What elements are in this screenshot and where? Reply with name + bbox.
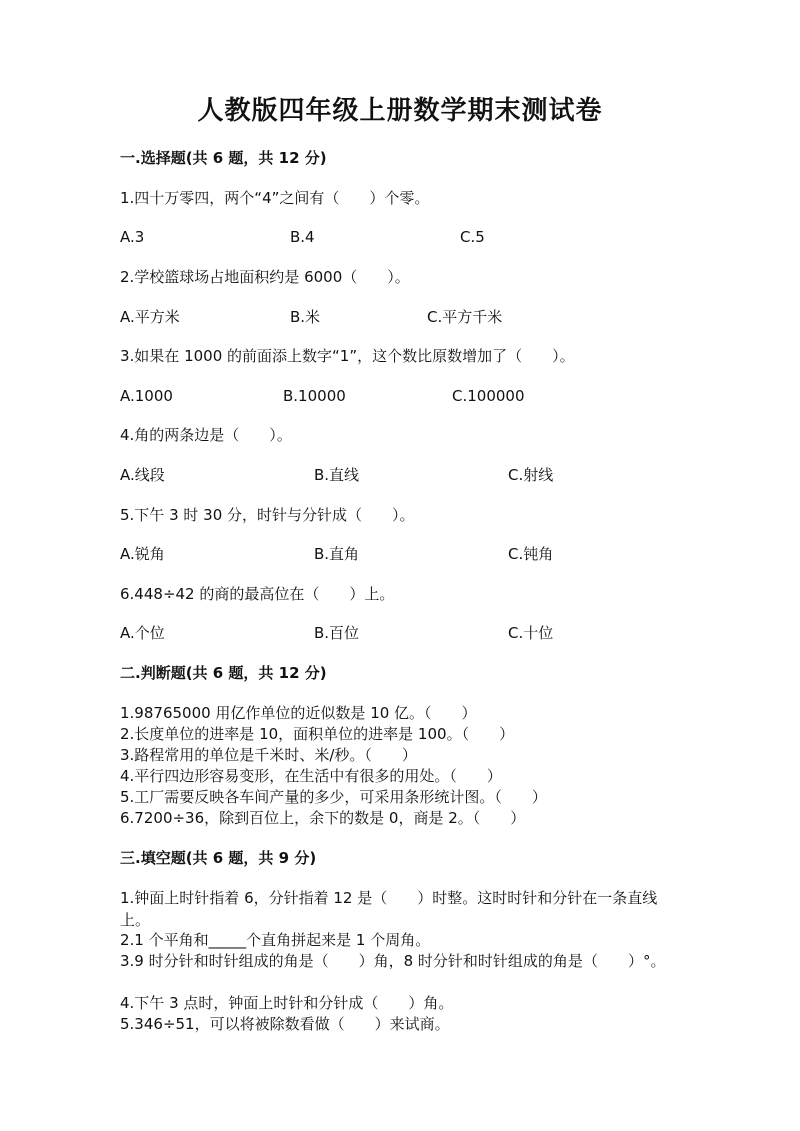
option-b: B.米 (290, 308, 321, 326)
option-a: A.线段 (120, 466, 165, 484)
judgement-item: 2.长度单位的进率是 10，面积单位的进率是 100。（ ） (120, 725, 515, 743)
question-text: 6.448÷42 的商的最高位在（ ）上。 (120, 585, 395, 603)
option-b: B.4 (290, 228, 315, 246)
fill-in-item: 5.346÷51，可以将被除数看做（ ）来试商。 (120, 1015, 450, 1033)
question-text: 4.角的两条边是（ ）。 (120, 426, 292, 444)
question-text: 2.学校篮球场占地面积约是 6000（ ）。 (120, 268, 410, 286)
section-heading-judgement: 二.判断题(共 6 题，共 12 分) (120, 664, 327, 682)
option-b: B.10000 (283, 387, 346, 405)
judgement-item: 3.路程常用的单位是千米时、米/秒。（ ） (120, 746, 417, 764)
option-a: A.平方米 (120, 308, 180, 326)
judgement-item: 6.7200÷36，除到百位上，余下的数是 0，商是 2。（ ） (120, 809, 526, 827)
option-b: B.直角 (314, 545, 360, 563)
option-c: C.平方千米 (427, 308, 503, 326)
fill-in-item: 2.1 个平角和_____个直角拼起来是 1 个周角。 (120, 931, 431, 949)
option-a: A.锐角 (120, 545, 165, 563)
section-heading-choice: 一.选择题(共 6 题，共 12 分) (120, 149, 327, 167)
option-b: B.直线 (314, 466, 360, 484)
page-title: 人教版四年级上册数学期末测试卷 (197, 96, 603, 126)
option-b: B.百位 (314, 624, 360, 642)
question-text: 1.四十万零四，两个“4”之间有（ ）个零。 (120, 189, 430, 207)
option-a: A.3 (120, 228, 145, 246)
fill-in-item: 3.9 时分针和时针组成的角是（ ）角，8 时分针和时针组成的角是（ ）°。 (120, 952, 666, 970)
option-c: C.5 (460, 228, 485, 246)
option-a: A.1000 (120, 387, 173, 405)
option-c: C.100000 (452, 387, 525, 405)
judgement-item: 1.98765000 用亿作单位的近似数是 10 亿。（ ） (120, 704, 477, 722)
section-heading-fill-in: 三.填空题(共 6 题，共 9 分) (120, 849, 317, 867)
question-text: 5.下午 3 时 30 分，时针与分针成（ ）。 (120, 506, 415, 524)
option-c: C.射线 (508, 466, 554, 484)
option-c: C.钝角 (508, 545, 554, 563)
option-c: C.十位 (508, 624, 554, 642)
fill-in-item: 1.钟面上时针指着 6，分针指着 12 是（ ）时整。这时时针和分针在一条直线上。 (120, 889, 658, 929)
fill-in-item: 4.下午 3 点时，钟面上时针和分针成（ ）角。 (120, 994, 454, 1012)
judgement-item: 5.工厂需要反映各车间产量的多少，可采用条形统计图。（ ） (120, 788, 547, 806)
judgement-item: 4.平行四边形容易变形，在生活中有很多的用处。（ ） (120, 767, 502, 785)
question-text: 3.如果在 1000 的前面添上数字“1”，这个数比原数增加了（ ）。 (120, 347, 575, 365)
option-a: A.个位 (120, 624, 165, 642)
